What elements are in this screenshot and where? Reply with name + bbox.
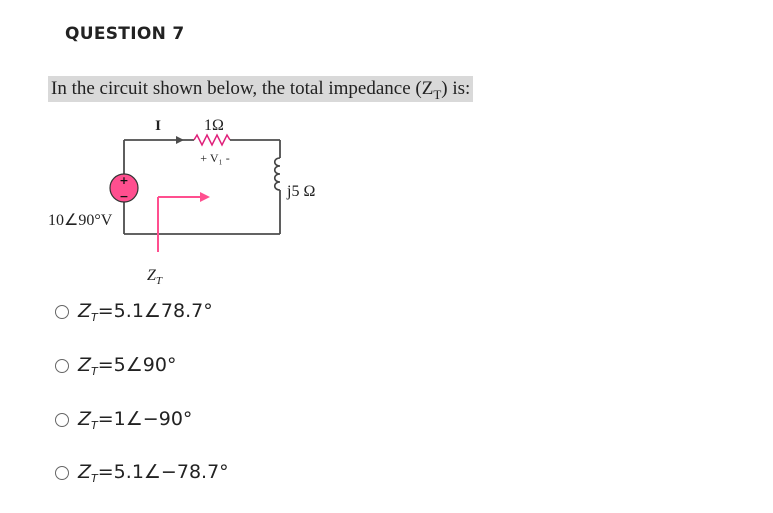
- inductor-symbol: [275, 158, 280, 190]
- radio-button-option-1[interactable]: [55, 305, 69, 319]
- resistor-symbol: [194, 135, 230, 145]
- option-2-label: $Z_T=5\angle 90^\circ$: [78, 354, 177, 378]
- question-title: QUESTION 7: [65, 24, 185, 44]
- zt-arrowhead: [200, 192, 210, 202]
- voltage-drop-label: + V₁ -: [200, 151, 230, 165]
- resistor-label: 1Ω: [204, 117, 224, 134]
- radio-button-option-3[interactable]: [55, 413, 69, 427]
- zt-label: [147, 267, 163, 287]
- zt-label-subscript: T: [155, 275, 163, 287]
- option-1-label: $Z_T=5.1\angle 78.7^\circ$: [78, 300, 213, 324]
- radio-button-option-4[interactable]: [55, 466, 69, 480]
- option-4-label: $Z_T=5.1\angle-78.7^\circ$: [78, 461, 229, 485]
- source-plus-sign: +: [119, 174, 129, 187]
- source-label: 10∠90°V: [48, 212, 113, 229]
- radio-button-option-2[interactable]: [55, 359, 69, 373]
- question-prompt: [48, 76, 473, 102]
- prompt-text-before: In the circuit shown below, the total impedance (Z: [51, 78, 434, 99]
- source-minus-sign: −: [119, 190, 129, 203]
- zt-label-symbol: Z: [147, 267, 156, 284]
- inductor-label: j5 Ω: [287, 183, 316, 200]
- prompt-text-after: ) is:: [441, 78, 471, 99]
- prompt-subscript: T: [433, 86, 442, 102]
- circuit-diagram: [40, 112, 330, 292]
- current-label: I: [155, 118, 161, 134]
- option-3-label: $Z_T=1\angle-90^\circ$: [78, 408, 193, 432]
